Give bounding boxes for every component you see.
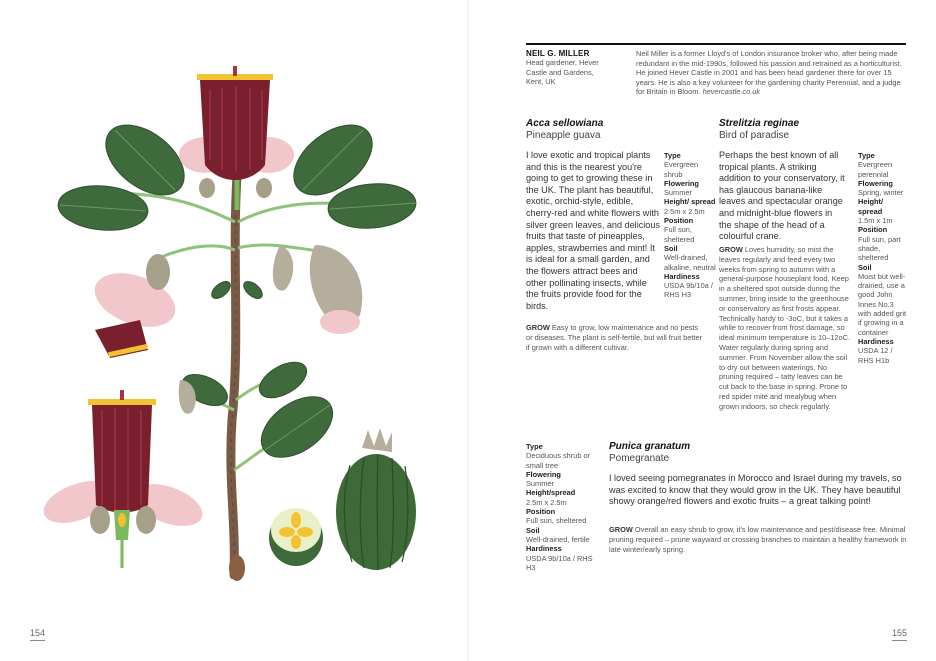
plant-grow-notes: GROW Easy to grow, low maintenance and no pests or diseases. The plant is self-fertile, but will fruit better if grown with a different cultivar. bbox=[526, 323, 703, 352]
plant-common-name: Pineapple guava bbox=[526, 130, 601, 141]
bud-right bbox=[273, 245, 362, 334]
flower-left bbox=[87, 254, 182, 358]
author-name: NEIL G. MILLER bbox=[526, 49, 590, 58]
plant-description: Perhaps the best known of all tropical plants. A striking addition to your conservatory, it has glaucous banana-like leaves and spectacular orange and midnight-blue flowers in the shape of the head of a colourful crane. bbox=[719, 150, 845, 242]
fruit-slice bbox=[269, 508, 323, 566]
main-stem bbox=[231, 175, 237, 575]
leaf bbox=[241, 278, 266, 301]
stem-base bbox=[229, 555, 245, 581]
author-role: Head gardener, Hever Castle and Gardens, Kent, UK bbox=[526, 58, 599, 87]
author-website: hevercastle.co.uk bbox=[702, 87, 761, 97]
plant-latin-name: Strelitzia reginae bbox=[719, 118, 800, 129]
plant-grow-notes: GROW Loves humidity, so mist the leaves regularly and feed every two weeks from spring to autumn with a general-purpose houseplant food. Keep in a sheltered spot outside during the summer, bring inside to the greenhouse or conservatory as first frosts appear. Technically hardy to -3oC, but it takes a while to recover from frost damage, so ideal minimum temperature is 10–12oC. Water regularly during spring and summer. From November allow the soil to dry out between waterings. No pruning required – tatty leaves can be cut back to the base in spring. Prone to red spider mite and mealybug when grown indoors, so check regularly. bbox=[719, 245, 851, 411]
plant-latin-name: Punica granatum bbox=[609, 441, 691, 452]
feijoa-illustration bbox=[0, 0, 466, 661]
plant-heading-acca bbox=[526, 118, 706, 141]
spine-shadow bbox=[467, 0, 469, 661]
flower-top bbox=[179, 66, 294, 198]
plant-heading-punica bbox=[609, 441, 829, 464]
author-block bbox=[526, 49, 631, 87]
plant-facts: Type Evergreen shrub Flowering Summer Height/ spread 2.5m x 2.5m Position Full sun, sheltered Soil Well-drained, alkaline, neutral Hardiness USDA 9b/10a / RHS H3 bbox=[664, 151, 716, 300]
plant-heading-strelitzia bbox=[719, 118, 899, 141]
flower-bottom-left bbox=[38, 390, 208, 568]
page-number-right: 155 bbox=[892, 628, 907, 641]
page-number-left: 154 bbox=[30, 628, 45, 641]
plant-facts: Type Deciduous shrub or small tree Flowering Summer Height/spread 2.5m x 2.5m Position Full sun, sheltered Soil Well-drained, fertile Hardiness USDA 9b/10a / RHS H3 bbox=[526, 442, 593, 572]
header-rule bbox=[526, 43, 906, 45]
author-bio: Neil Miller is a former Lloyd's of London insurance broker who, after being made redundant in the mid-1990s, followed his passion and retrained as a horticulturist. He joined Hever Castle in 2001 and has been head gardener there for over 15 years. He is also a key volunteer for the gardening charity Perennial, and a judge for Britain in Bloom. hevercastle.co.uk bbox=[636, 49, 902, 97]
plant-common-name: Pomegranate bbox=[609, 453, 670, 464]
fruit-whole bbox=[336, 428, 416, 570]
plant-description: I love exotic and tropical plants and this is the nearest you're going to get to growing these in the UK. The plant has beautiful, exotic, orchid-style, edible, cherry-red and white flowers with silver green leaves, and delicious fruits that taste of pineapples, apples, strawberries and mint! It is ideal for a small garden, and the flowers attract bees and other pollinating insects, while the fruits provide food for the birds. bbox=[526, 150, 660, 311]
plant-common-name: Bird of paradise bbox=[719, 130, 790, 141]
plant-latin-name: Acca sellowiana bbox=[526, 118, 604, 129]
plant-grow-notes: GROW Overall an easy shrub to grow, it's low maintenance and pest/disease free. Minimal pruning required – prune wayward or crossing branches to maintain a healthy framework in late winter/early spring. bbox=[609, 525, 907, 554]
leaf bbox=[250, 384, 343, 469]
plant-facts: Type Evergreen perennial Flowering Spring, winter Height/ spread 1.5m x 1m Position Full sun, part shade, sheltered Soil Moist but well-drained, use a good John Innes No.3 with added grit if growing in a container Hardiness USDA 12 / RHS H1b bbox=[858, 151, 907, 365]
leaf bbox=[209, 278, 234, 301]
plant-description: I loved seeing pomegranates in Morocco and Israel during my travels, so was excited to know that they would grow in the UK. They have beautiful showy orange/red flowers and exotic fruits – a great talking point! bbox=[609, 473, 902, 507]
